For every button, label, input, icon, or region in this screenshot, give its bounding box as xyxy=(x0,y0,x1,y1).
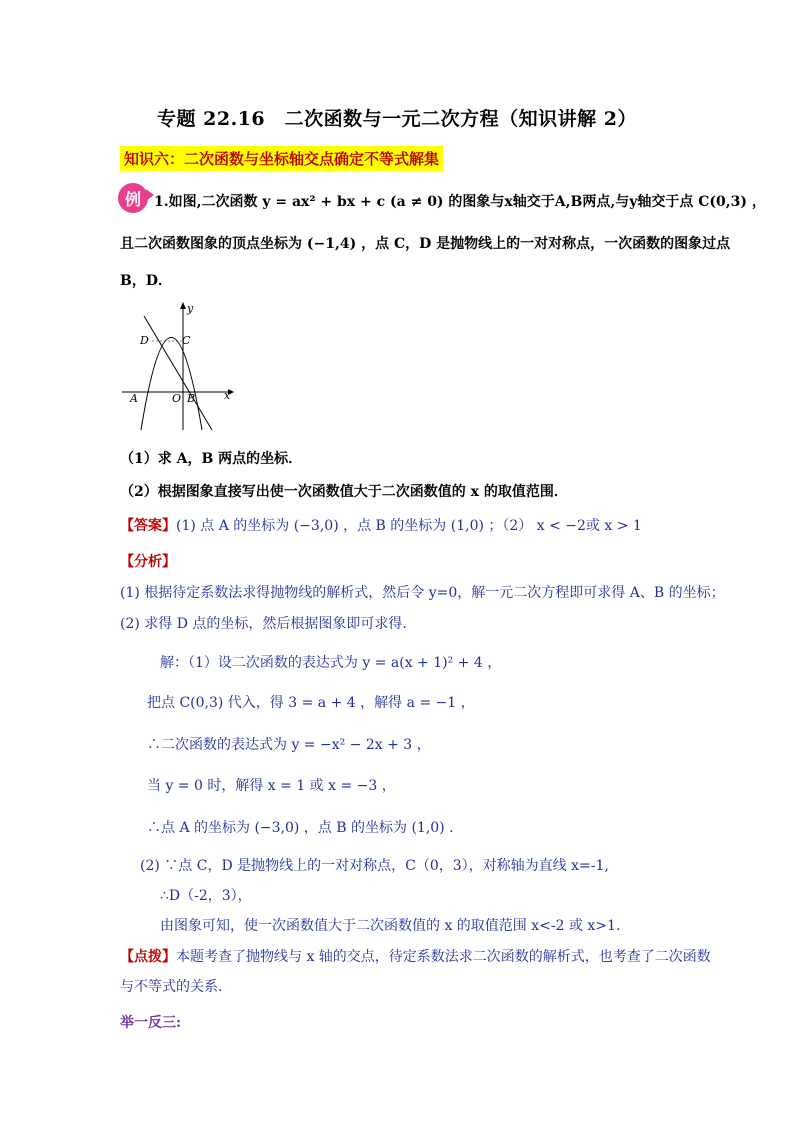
analysis-line-2: (2) 求得 D 点的坐标，然后根据图象即可求得. xyxy=(120,616,407,632)
page-title: 专题 22.16 二次函数与一元二次方程（知识讲解 2） xyxy=(157,108,637,130)
example-line-3: B，D． xyxy=(120,273,172,289)
example-line-1: 1.如图,二次函数 y = ax² + bx + c (a ≠ 0) 的图象与x轴交于A,B两点,与y轴交于点 C(0,3) ， xyxy=(154,194,766,210)
y-axis-label: y xyxy=(187,302,194,315)
label-A: A xyxy=(130,392,138,405)
answer-text: (1) 点 A 的坐标为 (−3,0) ，点 B 的坐标为 (1,0) ；（2） x < −2或 x > 1 xyxy=(176,518,642,534)
parabola-curve xyxy=(141,338,202,431)
solution-step-1: 解：（1）设二次函数的表达式为 y = a(x + 1)² + 4 ， xyxy=(160,655,502,671)
label-O: O xyxy=(172,392,182,405)
label-D: D xyxy=(140,334,149,347)
section-heading: 知识六：二次函数与坐标轴交点确定不等式解集 xyxy=(120,146,443,171)
x-axis-label: x xyxy=(224,389,231,402)
solution-step-8: 由图象可知，使一次函数值大于二次函数值的 x 的取值范围 x<-2 或 x>1. xyxy=(160,918,621,934)
label-B: B xyxy=(187,392,196,405)
example-line-2: 且二次函数图象的顶点坐标为 (−1,4) ，点 C，D 是抛物线上的一对对称点，一次函数的图象过点 xyxy=(120,236,731,252)
answer xyxy=(120,515,642,535)
solution-step-5: ∴点 A 的坐标为 (−3,0) ，点 B 的坐标为 (1,0) . xyxy=(147,820,454,836)
question-2: （2）根据图象直接写出使一次函数值大于二次函数值的 x 的取值范围． xyxy=(120,484,568,500)
solution-step-4: 当 y = 0 时，解得 x = 1 或 x = −3 ， xyxy=(147,778,396,794)
comment-line-2: 与不等式的关系. xyxy=(120,979,223,995)
example-badge: 例 xyxy=(118,183,148,213)
analysis-line-1: (1) 根据待定系数法求得抛物线的解析式，然后令 y=0，解一元二次方程即可求得 A、B 的坐标； xyxy=(120,585,725,601)
solution-step-6: (2) ∵点 C，D 是抛物线上的一对对称点，C（0，3），对称轴为直线 x=-1, xyxy=(140,858,609,874)
question-1: （1）求 A，B 两点的坐标． xyxy=(120,451,303,467)
analysis-tag: 【分析】 xyxy=(120,554,176,570)
comment-tag: 【点拨】 xyxy=(120,949,176,965)
solution-step-2: 把点 C(0,3) 代入，得 3 = a + 4 ，解得 a = −1 ， xyxy=(147,695,475,711)
solution-step-7: ∴D（-2，3）， xyxy=(160,888,252,904)
comment-line-1: 本题考查了抛物线与 x 轴的交点，待定系数法求二次函数的解析式，也考查了二次函数 xyxy=(176,949,711,965)
solution-step-3: ∴二次函数的表达式为 y = −x² − 2x + 3 ， xyxy=(147,737,431,753)
linear-function-line xyxy=(144,316,212,430)
label-C: C xyxy=(182,334,191,347)
answer-tag: 【答案】 xyxy=(120,518,176,534)
comment xyxy=(120,946,711,966)
practice-heading: 举一反三: xyxy=(120,1015,182,1031)
parabola-figure xyxy=(120,300,240,435)
